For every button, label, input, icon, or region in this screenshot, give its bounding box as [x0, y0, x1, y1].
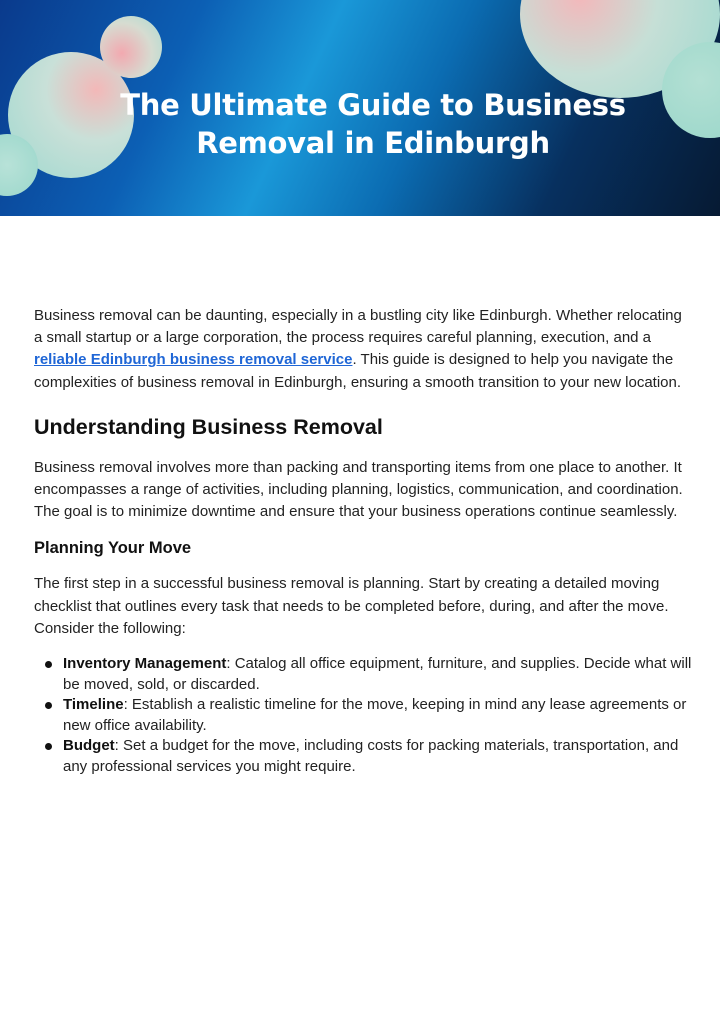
understanding-paragraph: Business removal involves more than packing and transporting items from one place to another. It encompasses a range of activities, including planning, logistics, communication, and coordination. The goal is to minimize downtime and ensure that your business operations continue seamlessly. [34, 458, 683, 521]
intro-paragraph [34, 305, 694, 394]
section-heading-understanding: Understanding Business Removal [34, 414, 383, 439]
article-body [34, 305, 694, 777]
list-item-text: : Catalog all office equipment, furniture, and supplies. Decide what will be moved, sold, or discarded. [63, 655, 692, 693]
bullet-icon [45, 702, 52, 709]
list-item [34, 736, 694, 777]
decorative-bubble-icon [100, 16, 162, 78]
list-item-text: : Set a budget for the move, including costs for packing materials, transportation, and any professional services you might require. [63, 737, 679, 775]
removal-service-link[interactable]: reliable Edinburgh business removal service [34, 351, 353, 369]
page-title: The Ultimate Guide to Business Removal in Edinburgh [120, 88, 626, 160]
list-item [34, 695, 694, 736]
list-item-term: Timeline [63, 696, 124, 714]
intro-text-end: . This guide is designed to help you navigate the complexities of business removal in Edinburgh, ensuring a smooth transition to your new location. [34, 351, 682, 391]
header-banner [0, 0, 720, 216]
list-item-term: Budget [63, 737, 115, 755]
bullet-icon [45, 661, 52, 668]
planning-paragraph: The first step in a successful business removal is planning. Start by creating a detailed moving checklist that outlines every task that needs to be completed before, during, and after the move. Consider the following: [34, 575, 669, 637]
list-item [34, 654, 694, 695]
list-item-text: : Establish a realistic timeline for the move, keeping in mind any lease agreements or new office availability. [63, 696, 687, 734]
intro-text-start: Business removal can be daunting, especially in a bustling city like Edinburgh. Whether relocating a small startup or a large corporation, the process requires careful planning, execution, and a [34, 307, 682, 347]
section-heading-planning: Planning Your Move [34, 539, 192, 558]
planning-checklist [34, 654, 694, 777]
bullet-icon [45, 743, 52, 750]
list-item-term: Inventory Management [63, 655, 227, 673]
